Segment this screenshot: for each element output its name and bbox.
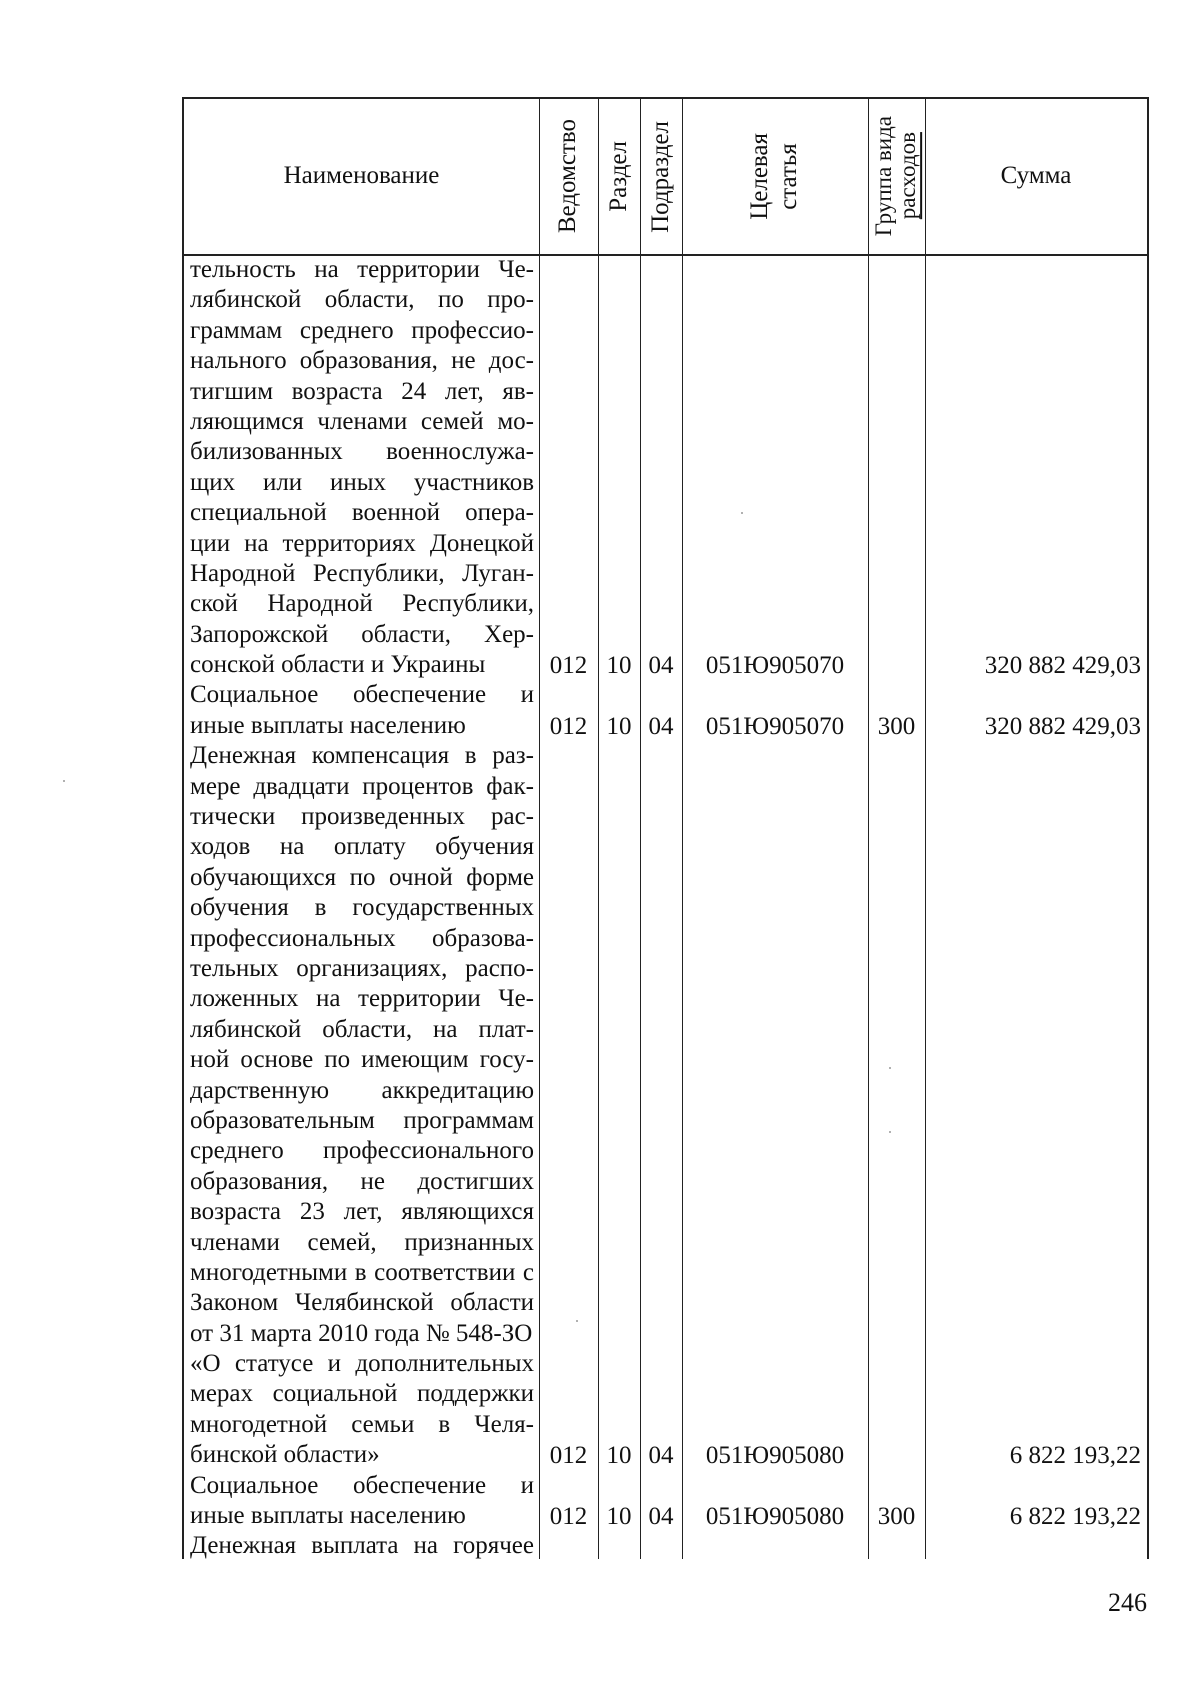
table-row-text-line: Народной Республики, Луган- [190,559,534,587]
table-row-text-line: «О статусе и дополнительных [190,1350,534,1378]
table-row-text-line: Социальное обеспечение и [190,681,534,709]
scan-speck [889,1131,891,1133]
row2-vedomstvo: 012 [549,1442,588,1469]
row2-razdel: 10 [606,1442,632,1469]
column-divider [598,99,599,1559]
column-divider [539,99,540,1559]
header-gruppa-line1: Группа вида [871,116,897,237]
table-row-text-line: ходов на оплату обучения [190,833,534,861]
table-row-text-line: ской Народной Республики, [190,590,534,618]
row1-celevaya: 051Ю905070 [705,713,845,740]
table-row-text-line: возраста 23 лет, являющихся [190,1198,534,1226]
table-row-text-line: среднего профессионального [190,1137,534,1165]
table-row-text-line: мерах социальной поддержки [190,1380,534,1408]
header-celevaya-line2: статья [775,143,802,210]
row0-summa: 320 882 429,03 [984,652,1141,679]
header-gruppa [868,99,925,254]
table-row-text-line: Законом Челябинской области [190,1289,534,1317]
scan-speck [889,1067,891,1069]
row0-celevaya: 051Ю905070 [705,652,845,679]
table-row-text-line: многодетной семьи в Челя- [190,1410,534,1438]
header-celevaya [682,99,868,254]
table-row-text-line: дарственную аккредитацию [190,1076,534,1104]
table-row-text-line: бинской области» [190,1441,380,1469]
table-row-text-line: сонской области и Украины [190,651,486,679]
row2-podrazdel: 04 [648,1442,674,1469]
name-column [190,255,534,1562]
table-row-text-line: профессиональных образова- [190,924,534,952]
header-celevaya-label [746,133,804,220]
header-podrazdel-label: Подраздел [646,120,674,233]
row0-razdel: 10 [606,652,632,679]
budget-table [182,97,1149,1559]
header-gruppa-label [872,116,920,236]
header-gruppa-line2: расходов [895,132,921,221]
header-name-label: Наименование [283,162,440,190]
row3-razdel: 10 [606,1503,632,1530]
table-row-text-line: тически произведенных рас- [190,803,534,831]
page-number: 246 [1108,1588,1147,1617]
table-row-text-line: лябинской области, на плат- [190,1015,534,1043]
table-row-text-line: Запорожской области, Хер- [190,620,534,648]
table-row-text-line: мере двадцати процентов фак- [190,772,534,800]
header-vedomstvo-label: Ведомство [554,119,582,234]
row2-celevaya: 051Ю905080 [705,1442,845,1469]
table-row-text-line: ложенных на территории Че- [190,985,534,1013]
table-row-text-line: многодетными в соответствии с [190,1258,534,1286]
table-row-text-line: Социальное обеспечение и [190,1471,534,1499]
row1-podrazdel: 04 [648,713,674,740]
table-row-text-line: нального образования, не дос- [190,347,534,375]
table-row-text-line: тельных организациях, распо- [190,954,534,982]
table-row-text-line: специальной военной опера- [190,499,534,527]
row3-vedomstvo: 012 [549,1503,588,1530]
row0-vedomstvo: 012 [549,652,588,679]
header-razdel-label: Раздел [604,141,632,212]
row0-podrazdel: 04 [648,652,674,679]
scan-speck [576,1320,578,1322]
header-summa [925,99,1147,254]
header-podrazdel [640,99,682,254]
table-row-text-line: ции на территориях Донецкой [190,529,534,557]
row1-gruppa: 300 [877,713,916,740]
table-row-text-line: ной основе по имеющим госу- [190,1046,534,1074]
table-row-text-line: иные выплаты населению [190,1502,466,1530]
table-row-text-line: Денежная компенсация в раз- [190,742,534,770]
table-row-text-line: щих или иных участников [190,468,534,496]
table-row-text-line: образовательным программам [190,1106,534,1134]
column-divider [640,99,641,1559]
row1-summa: 320 882 429,03 [984,713,1141,740]
row3-gruppa: 300 [877,1503,916,1530]
row1-razdel: 10 [606,713,632,740]
table-row-text-line: иные выплаты населению [190,711,466,739]
header-celevaya-line1: Целевая [746,133,774,220]
header-vedomstvo [539,99,598,254]
table-row-text-line: образования, не достигших [190,1167,534,1195]
scan-speck [741,512,743,514]
row1-vedomstvo: 012 [549,713,588,740]
table-row-text-line: ляющимся членами семей мо- [190,407,534,435]
table-row-text-line: членами семей, признанных [190,1228,534,1256]
table-row-text-line: билизованных военнослужа- [190,438,534,466]
column-divider [925,99,926,1559]
header-name [184,99,539,254]
header-summa-label: Сумма [1000,162,1072,190]
row3-podrazdel: 04 [648,1503,674,1530]
table-row-text-line: тельность на территории Че- [190,256,534,283]
row3-summa: 6 822 193,22 [1009,1503,1141,1530]
column-divider [868,99,869,1559]
table-row-text-line: обучающихся по очной форме [190,863,534,891]
row3-celevaya: 051Ю905080 [705,1503,845,1530]
table-row-text-line: от 31 марта 2010 года № 548-ЗО [190,1319,533,1347]
table-row-text-line: Денежная выплата на горячее [190,1532,534,1560]
scan-speck [63,780,65,782]
table-row-text-line: тигшим возраста 24 лет, яв- [190,377,534,405]
column-divider [682,99,683,1559]
table-row-text-line: обучения в государственных [190,894,534,922]
header-razdel [598,99,640,254]
row2-summa: 6 822 193,22 [1009,1442,1141,1469]
table-row-text-line: лябинской области, по про- [190,286,534,314]
table-row-text-line: граммам среднего профессио- [190,316,534,344]
